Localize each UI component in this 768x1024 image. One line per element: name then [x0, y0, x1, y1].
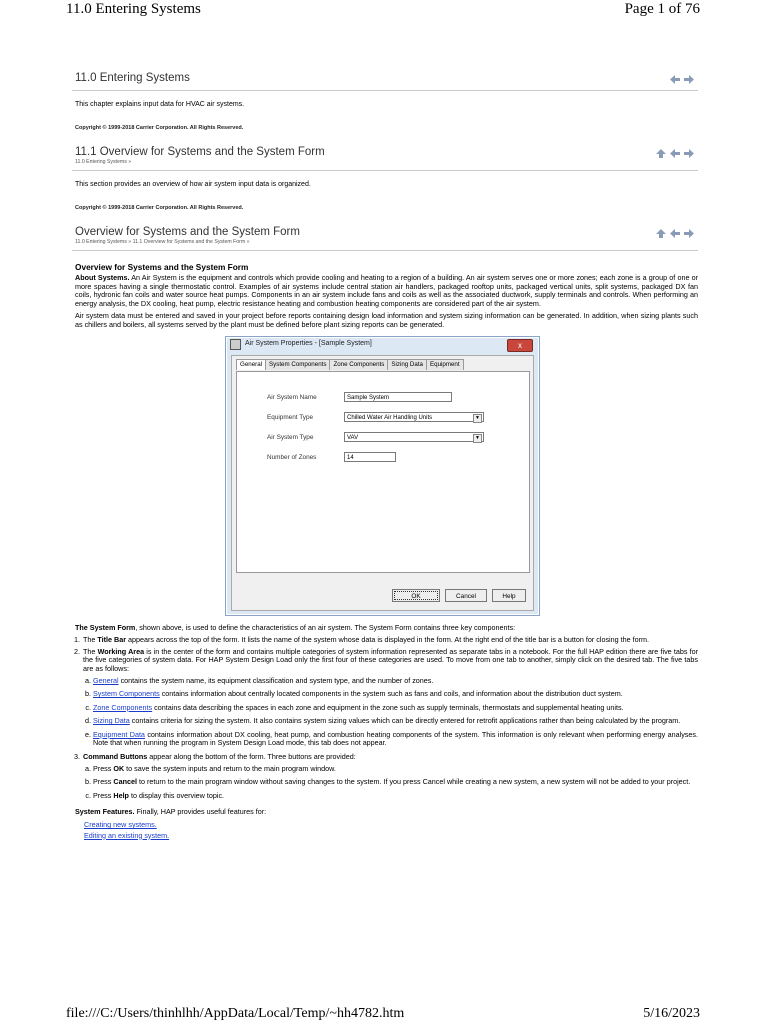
list-item: [93, 778, 698, 787]
close-icon[interactable]: x: [507, 339, 533, 352]
general-link[interactable]: General: [93, 675, 119, 685]
list-item: [82, 753, 698, 800]
app-icon: [230, 339, 241, 350]
section-header-3: [72, 218, 698, 248]
label-number-of-zones: Number of Zones: [267, 453, 317, 461]
divider: [72, 250, 698, 251]
list-item: [93, 677, 698, 686]
section-nav: [656, 149, 694, 158]
general-tab-panel: [236, 371, 530, 573]
list-item: [93, 690, 698, 699]
item-text: contains the system name, its equipment classification and system type, and the number of zones.: [118, 675, 434, 685]
divider: [72, 170, 698, 171]
lead-text: System Features.: [75, 807, 135, 817]
dialog-title-bar: [226, 337, 539, 353]
creating-new-systems-link[interactable]: Creating new systems.: [84, 820, 157, 830]
dialog-body: [231, 355, 534, 611]
number-of-zones-input[interactable]: 14: [344, 452, 396, 462]
tab-general[interactable]: General: [236, 359, 266, 371]
item-text: The: [83, 646, 98, 656]
section-header-2: [72, 138, 698, 168]
print-header: [0, 0, 768, 22]
up-arrow-icon[interactable]: [656, 229, 666, 238]
item-text: is in the center of the form and contains multiple categories of system information represented as separate tabs in a notebook. For the full HAP edition there are five tabs for the five categories of system data. For HAP System Design Load only the first four of these categories are used. To move from one tab to another, simply click on the desired tab. The five tabs are as follows:: [83, 646, 698, 673]
lead-text: Command Buttons: [83, 752, 148, 762]
help-content: [72, 64, 698, 842]
equipment-data-link[interactable]: Equipment Data: [93, 729, 145, 739]
item-text: to save the system inputs and return to the main program window.: [124, 763, 336, 773]
next-arrow-icon[interactable]: [684, 229, 694, 238]
copyright: Copyright © 1999-2018 Carrier Corporation. All Rights Reserved.: [75, 124, 244, 131]
equipment-type-select[interactable]: [344, 412, 484, 422]
file-path: file:///C:/Users/thinhlhh/AppData/Local/Temp/~hh4782.htm: [66, 1006, 405, 1021]
lead-text: OK: [113, 763, 125, 773]
zone-components-link[interactable]: Zone Components: [93, 702, 153, 712]
button-list: [83, 765, 698, 801]
label-air-system-name: Air System Name: [267, 393, 317, 401]
print-footer: [0, 1006, 768, 1024]
item-text: Press: [93, 777, 114, 787]
equipment-type-value: Chilled Water Air Handling Units: [347, 414, 433, 421]
print-page-number: Page 1 of 76: [624, 1, 700, 17]
editing-existing-system-link[interactable]: Editing an existing system.: [84, 830, 170, 840]
list-item: [93, 731, 698, 748]
breadcrumb[interactable]: 11.0 Entering Systems »: [75, 159, 132, 166]
tab-strip: [232, 356, 533, 371]
previous-arrow-icon[interactable]: [670, 229, 680, 238]
section-intro: This section provides an overview of how air system input data is organized.: [75, 181, 311, 189]
lead-text: Working Area: [97, 646, 145, 656]
item-text: to return to the main program window without saving changes to the system. If you press Cancel while creating a new system, a new system will not be added to your project.: [136, 777, 691, 787]
list-item: [82, 636, 698, 645]
item-text: appear along the bottom of the form. Three buttons are provided:: [147, 752, 356, 762]
air-system-properties-dialog: [225, 336, 540, 616]
lead-text: The System Form: [75, 622, 136, 632]
label-equipment-type: Equipment Type: [267, 413, 314, 421]
air-system-type-value: VAV: [347, 434, 359, 441]
section-title: 11.1 Overview for Systems and the System Form: [75, 146, 325, 159]
section-nav: [670, 75, 694, 84]
item-text: appears across the top of the form. It lists the name of the system whose data is displayed in the form. At the right end of the title bar is a button for closing the form.: [126, 635, 649, 645]
next-arrow-icon[interactable]: [684, 75, 694, 84]
sizing-data-link[interactable]: Sizing Data: [93, 716, 130, 726]
paragraph-system-form: [75, 624, 698, 633]
paragraph-text: Finally, HAP provides useful features for:: [134, 807, 267, 817]
item-text: contains information about DX cooling, heat pump, and combustion heating components of the system. This information is only relevant when performing energy analyses. Note that when running the program in System Design Load mode, this tab does not appear.: [93, 729, 698, 748]
topic-heading: Overview for Systems and the System Form: [75, 262, 249, 273]
paragraph-about-systems: [75, 274, 698, 308]
label-air-system-type: Air System Type: [267, 433, 314, 441]
item-text: Press: [93, 790, 114, 800]
tab-zone-components[interactable]: Zone Components: [329, 359, 388, 371]
tab-equipment[interactable]: Equipment: [426, 359, 464, 371]
paragraph-text: , shown above, is used to define the characteristics of an air system. The System Form contains three key components:: [135, 622, 516, 632]
item-text: contains information about centrally located components in the system such as fans and coils, and information about the distribution duct system.: [159, 689, 623, 699]
component-list: [72, 636, 698, 800]
paragraph-text: An Air System is the equipment and controls which provide cooling and heating to a region of a building. An air system serves one or more zones; each zone is a group of one or more spaces having a single thermostatic control. Examples of air systems include central station air handlers, packaged rooftop units, packaged vertical units, split systems, packaged DX fan coils, hydronic fan coils and water source heat pumps. Components in an air system include fans and coils as well as the associated ductwork, supply terminals and controls. When performing an energy analysis, the DX cooling, heat pump, electric resistance heating and combustion heating components are considered part of the air system.: [75, 272, 698, 308]
chevron-down-icon[interactable]: ▼: [473, 414, 482, 423]
item-text: contains criteria for sizing the system. It also contains system sizing values which can be directly entered for retrofit applications rather than being calculated by the program.: [129, 716, 681, 726]
chevron-down-icon[interactable]: ▼: [473, 434, 482, 443]
previous-arrow-icon[interactable]: [670, 75, 680, 84]
tab-system-components[interactable]: System Components: [265, 359, 330, 371]
copyright: Copyright © 1999-2018 Carrier Corporation. All Rights Reserved.: [75, 204, 244, 211]
item-text: to display this overview topic.: [128, 790, 225, 800]
section-header-1: [72, 64, 698, 88]
breadcrumb[interactable]: 11.0 Entering Systems » 11.1 Overview for Systems and the System Form »: [75, 239, 250, 246]
item-text: contains data describing the spaces in each zone and equipment in the zone such as supply terminals, thermostats and supplemental heating units.: [152, 702, 624, 712]
tab-list: [83, 677, 698, 749]
print-date: 5/16/2023: [643, 1006, 700, 1021]
next-arrow-icon[interactable]: [684, 149, 694, 158]
lead-text: Help: [113, 790, 129, 800]
lead-text: Cancel: [113, 777, 137, 787]
item-text: The: [83, 635, 98, 645]
section-nav: [656, 229, 694, 238]
section-title: 11.0 Entering Systems: [75, 72, 190, 84]
help-button[interactable]: Help: [492, 589, 526, 602]
up-arrow-icon[interactable]: [656, 149, 666, 158]
air-system-name-input[interactable]: Sample System: [344, 392, 452, 402]
paragraph-system-features: [75, 808, 698, 817]
paragraph-data-entry: Air system data must be entered and saved in your project before reports containing design load information and system sizing information can be generated. In addition, when sizing plants such as chillers and boilers, all systems served by the plant must be defined before plant sizing reports can be generated.: [75, 311, 698, 329]
section-title: Overview for Systems and the System Form: [75, 226, 300, 239]
feature-links: [84, 821, 698, 840]
tab-sizing-data[interactable]: Sizing Data: [387, 359, 427, 371]
list-item: [93, 765, 698, 774]
previous-arrow-icon[interactable]: [670, 149, 680, 158]
list-item: [93, 792, 698, 801]
air-system-type-select[interactable]: [344, 432, 484, 442]
cancel-button[interactable]: Cancel: [445, 589, 487, 602]
list-item: [93, 717, 698, 726]
system-components-link[interactable]: System Components: [93, 689, 160, 699]
ok-button[interactable]: OK: [392, 589, 440, 602]
item-text: Press: [93, 763, 114, 773]
list-item: [93, 704, 698, 713]
section-intro: This chapter explains input data for HVAC air systems.: [75, 101, 245, 108]
dialog-title: Air System Properties - [Sample System]: [245, 340, 372, 348]
list-item: [82, 648, 698, 748]
lead-text: Title Bar: [97, 635, 127, 645]
divider: [72, 90, 698, 91]
print-header-title: 11.0 Entering Systems: [66, 1, 201, 17]
lead-text: About Systems.: [75, 272, 130, 282]
